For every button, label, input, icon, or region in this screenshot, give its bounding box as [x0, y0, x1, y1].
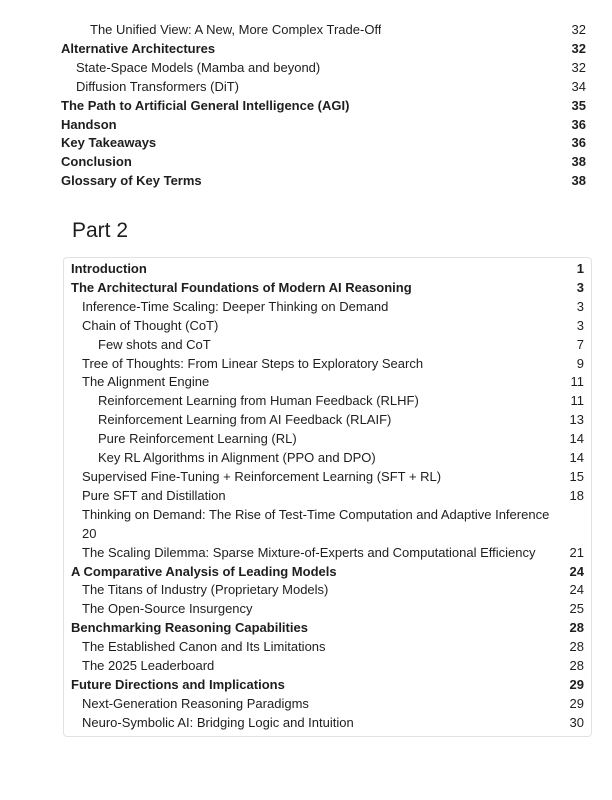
toc-entry-title: Handson	[61, 116, 117, 132]
toc-entry[interactable]	[61, 59, 586, 78]
part-2-heading: Part 2	[72, 219, 129, 242]
toc-entry-page: 28	[569, 658, 584, 674]
toc-entry[interactable]	[71, 468, 584, 487]
toc-entry-page: 32	[571, 40, 586, 56]
toc-entry-title: Inference-Time Scaling: Deeper Thinking on Demand	[82, 298, 389, 314]
toc-entry[interactable]	[71, 695, 584, 714]
toc-entry-title: Supervised Fine-Tuning + Reinforcement Learning (SFT + RL)	[82, 468, 442, 484]
toc-entry-title: The Established Canon and Its Limitations	[82, 639, 326, 655]
toc-entry-page: 21	[569, 544, 584, 560]
toc-entry[interactable]	[71, 638, 584, 657]
toc-entry[interactable]	[71, 449, 584, 468]
toc-entry-title: The Alignment Engine	[82, 374, 210, 390]
toc-part2-box	[63, 257, 592, 737]
toc-entry-page: 9	[576, 355, 584, 371]
toc-entry-page: 35	[571, 97, 586, 113]
toc-entry-title: A Comparative Analysis of Leading Models	[71, 563, 337, 579]
toc-entry-page: 24	[569, 563, 584, 579]
toc-entry[interactable]	[71, 544, 584, 563]
toc-entry-page: 11	[570, 374, 584, 390]
toc-entry[interactable]	[71, 317, 584, 336]
toc-entry-title: The Unified View: A New, More Complex Trade-Off	[90, 22, 382, 37]
toc-entry-title: Key Takeaways	[61, 135, 157, 151]
toc-entry-page: 28	[569, 639, 584, 655]
toc-entry[interactable]	[71, 581, 584, 600]
toc-entry-page: 38	[571, 173, 586, 189]
toc-entry-title: Next-Generation Reasoning Paradigms	[82, 695, 309, 711]
toc-entry-title: The Titans of Industry (Proprietary Models)	[82, 582, 329, 598]
toc-entry[interactable]	[71, 619, 584, 638]
toc-entry[interactable]	[71, 430, 584, 449]
toc-entry-title: Glossary of Key Terms	[61, 173, 202, 189]
toc-entry[interactable]	[71, 563, 584, 582]
toc-entry-title: Chain of Thought (CoT)	[82, 317, 219, 333]
toc-entry[interactable]	[61, 134, 586, 153]
toc-entry[interactable]	[71, 487, 584, 506]
toc-entry-title: Future Directions and Implications	[71, 676, 285, 692]
toc-entry-title: The Open-Source Insurgency	[82, 601, 253, 617]
toc-entry[interactable]	[61, 40, 586, 59]
toc-entry-title: Conclusion	[61, 154, 132, 170]
toc-entry-page: 11	[570, 393, 584, 409]
toc-entry-title: The 2025 Leaderboard	[82, 658, 215, 674]
toc-entry-title: Pure Reinforcement Learning (RL)	[98, 431, 297, 447]
toc-entry[interactable]	[61, 172, 586, 191]
toc-entry[interactable]	[71, 676, 584, 695]
toc-entry-page: 25	[569, 601, 584, 617]
toc-entry-page: 3	[576, 279, 584, 295]
toc-entry-page: 18	[569, 487, 584, 503]
toc-entry[interactable]	[71, 506, 584, 544]
toc-entry[interactable]	[71, 298, 584, 317]
toc-entry-page: 29	[569, 676, 584, 692]
toc-entry-title: The Scaling Dilemma: Sparse Mixture-of-Experts and Computational Efficiency	[82, 544, 536, 560]
toc-entry-page: 3	[576, 298, 584, 314]
toc-entry[interactable]	[71, 260, 584, 279]
toc-entry-page: 36	[571, 116, 586, 132]
toc-entry-page: 3	[576, 317, 584, 333]
toc-entry-page: 1	[576, 261, 584, 276]
toc-entry-title: Diffusion Transformers (DiT)	[76, 78, 240, 94]
toc-entry-page: 29	[569, 695, 584, 711]
toc-entry-title: Benchmarking Reasoning Capabilities	[71, 620, 308, 636]
toc-entry-title: Pure SFT and Distillation	[82, 487, 226, 503]
toc-entry-title: Introduction	[71, 261, 147, 276]
toc-entry-title: The Path to Artificial General Intelligence (AGI)	[61, 97, 350, 113]
toc-entry-page: 36	[571, 135, 586, 151]
toc-entry[interactable]	[71, 657, 584, 676]
toc-entry[interactable]	[61, 116, 586, 135]
toc-entry[interactable]	[71, 411, 584, 430]
toc-entry[interactable]	[71, 373, 584, 392]
toc-entry[interactable]	[71, 279, 584, 298]
toc-entry-title: Alternative Architectures	[61, 40, 216, 56]
toc-entry-page: 7	[576, 336, 584, 352]
toc-entry[interactable]	[71, 336, 584, 355]
toc-entry[interactable]	[61, 78, 586, 97]
toc-entry[interactable]	[71, 600, 584, 619]
toc-entry-page: 30	[569, 714, 584, 730]
toc-entry-page: 14	[569, 431, 584, 447]
toc-entry-page: 24	[569, 582, 584, 598]
toc-part1-continued-list	[61, 21, 586, 191]
toc-entry-page: 15	[569, 468, 584, 484]
toc-entry-title: Tree of Thoughts: From Linear Steps to Exploratory Search	[82, 355, 424, 371]
toc-entry-page: 32	[571, 59, 586, 75]
toc-entry[interactable]	[71, 714, 584, 733]
toc-entry-title: Neuro-Symbolic AI: Bridging Logic and Intuition	[82, 714, 354, 730]
toc-entry[interactable]	[71, 355, 584, 374]
toc-entry-page: 32	[571, 22, 586, 37]
toc-entry-title: State-Space Models (Mamba and beyond)	[76, 59, 321, 75]
toc-entry-page: 13	[569, 412, 584, 428]
toc-entry[interactable]	[61, 21, 586, 40]
toc-entry-title: The Architectural Foundations of Modern AI Reasoning	[71, 279, 412, 295]
toc-entry-title: Thinking on Demand: The Rise of Test-Time Computation and Adaptive Inference	[82, 506, 550, 522]
toc-entry-title: Reinforcement Learning from AI Feedback (RLAIF)	[98, 412, 392, 428]
toc-entry-page: 38	[571, 154, 586, 170]
toc-entry-title: Key RL Algorithms in Alignment (PPO and DPO)	[98, 450, 376, 466]
toc-entry-title: Reinforcement Learning from Human Feedback (RLHF)	[98, 393, 419, 409]
toc-entry[interactable]	[61, 153, 586, 172]
toc-entry-page: 28	[569, 620, 584, 636]
toc-entry[interactable]	[61, 97, 586, 116]
toc-entry-page: 14	[569, 450, 584, 466]
toc-entry-page: 34	[571, 78, 586, 94]
toc-entry-page: 20	[82, 525, 97, 541]
toc-entry-title: Few shots and CoT	[98, 336, 211, 352]
toc-entry[interactable]	[71, 392, 584, 411]
